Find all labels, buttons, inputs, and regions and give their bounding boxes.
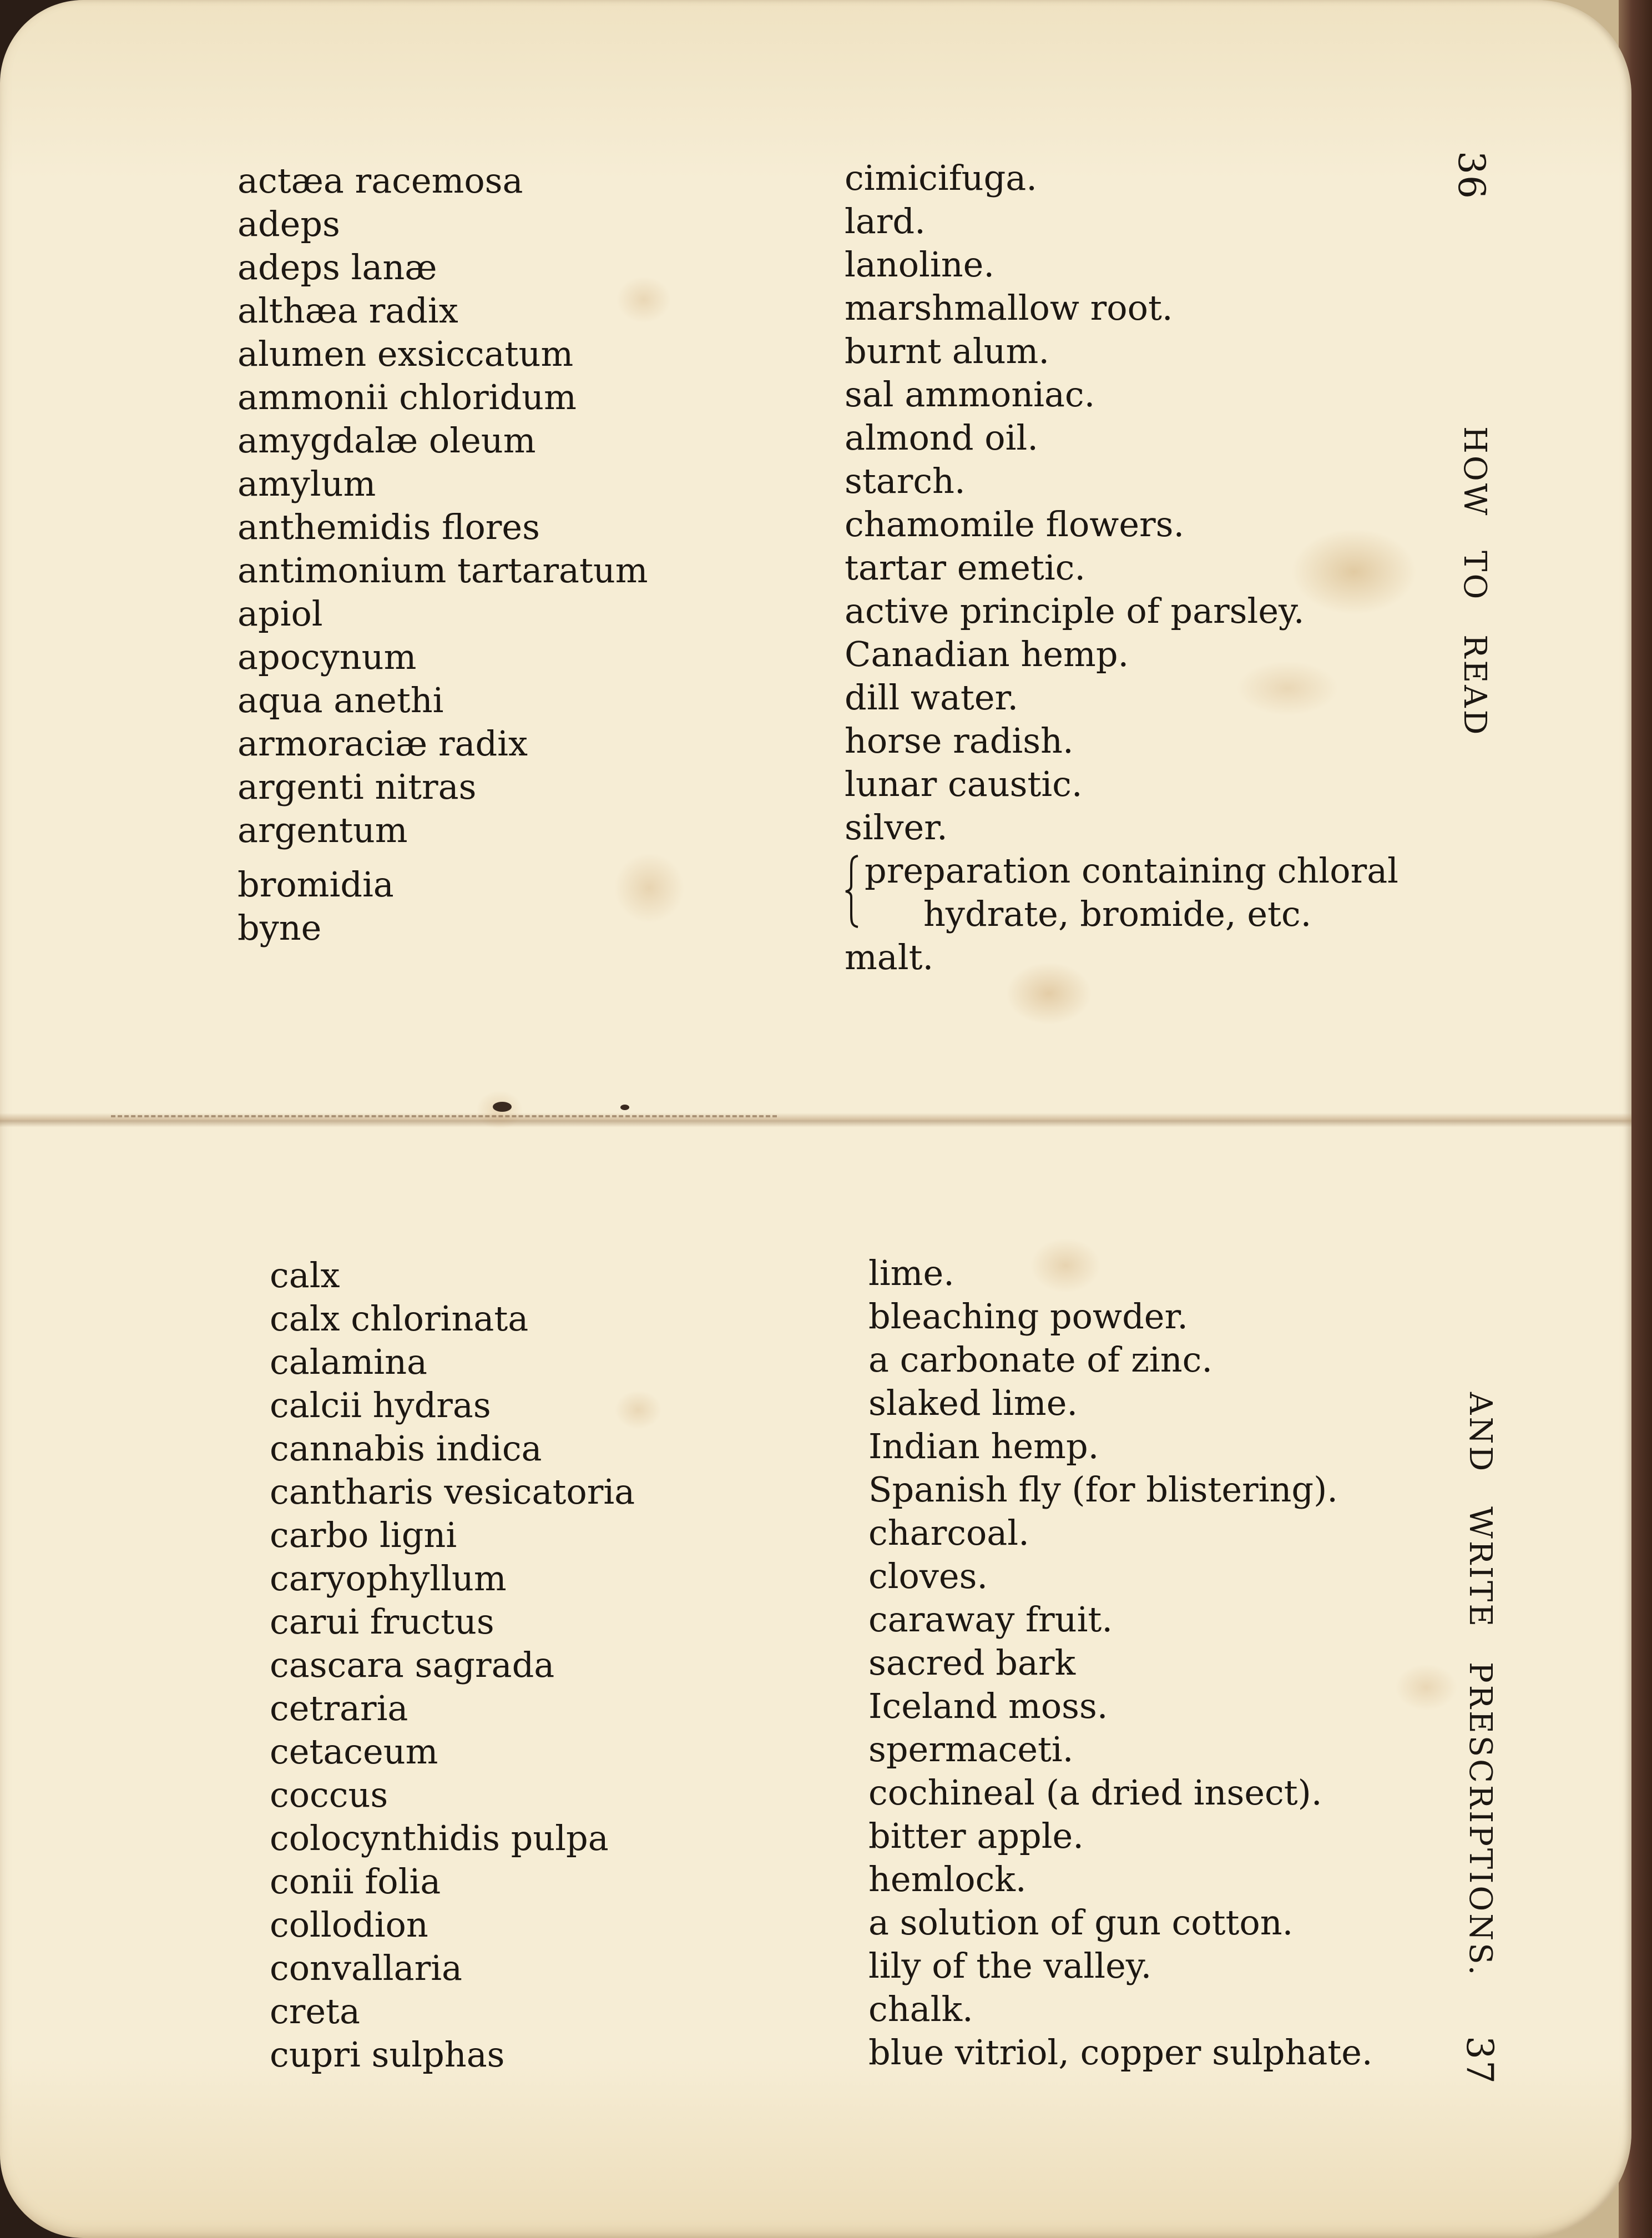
latin-term: collodion xyxy=(270,1904,428,1945)
running-head: AND WRITE PRESCRIPTIONS. xyxy=(1462,1392,1498,1978)
meaning: bleaching powder. xyxy=(868,1296,1188,1337)
latin-term: calcii hydras xyxy=(270,1385,491,1425)
meaning: blue vitriol, copper sulphate. xyxy=(868,2032,1373,2073)
meanings-column-top xyxy=(845,157,1398,979)
meaning: bitter apple. xyxy=(868,1816,1084,1856)
meaning: spermaceti. xyxy=(868,1729,1074,1770)
meaning: almond oil. xyxy=(845,417,1038,458)
latin-term: adeps xyxy=(238,204,340,244)
latin-term: cupri sulphas xyxy=(270,2034,505,2075)
meaning: sal ammoniac. xyxy=(845,374,1095,415)
meaning: slaked lime. xyxy=(868,1383,1078,1423)
latin-term: anthemidis flores xyxy=(238,507,540,547)
latin-term: conii folia xyxy=(270,1861,441,1902)
meaning: cochineal (a dried insect). xyxy=(868,1772,1322,1813)
meaning: cloves. xyxy=(868,1556,988,1596)
latin-term: cannabis indica xyxy=(270,1428,542,1469)
latin-term: argentum xyxy=(238,810,408,850)
latin-term: carbo ligni xyxy=(270,1515,457,1555)
meaning: lanoline. xyxy=(845,244,995,285)
meaning: charcoal. xyxy=(868,1513,1029,1553)
latin-term: amygdalæ oleum xyxy=(238,420,536,461)
meaning: hemlock. xyxy=(868,1859,1027,1899)
latin-term: calx chlorinata xyxy=(270,1298,529,1339)
latin-term: cetaceum xyxy=(270,1731,438,1772)
latin-terms-column-bottom xyxy=(270,1254,635,2076)
latin-term: antimonium tartaratum xyxy=(238,550,648,591)
latin-term: carui fructus xyxy=(270,1601,494,1642)
curly-brace-icon xyxy=(845,854,860,929)
latin-term: argenti nitras xyxy=(238,767,477,807)
page-number: 37 xyxy=(1458,2036,1501,2085)
page-number: 36 xyxy=(1450,151,1493,200)
meaning: horse radish. xyxy=(845,720,1074,761)
latin-term: ammonii chloridum xyxy=(238,377,577,417)
meaning: sacred bark xyxy=(868,1642,1076,1683)
latin-term: cascara sagrada xyxy=(270,1645,555,1685)
meaning: lily of the valley. xyxy=(868,1945,1152,1986)
meaning-line: preparation containing chloral xyxy=(865,850,1398,891)
meaning: cimicifuga. xyxy=(845,158,1037,198)
ink-blot xyxy=(620,1105,629,1110)
latin-terms-column-top xyxy=(238,159,648,948)
meaning-line: hydrate, bromide, etc. xyxy=(923,894,1312,934)
latin-term: caryophyllum xyxy=(270,1558,507,1599)
meaning: lime. xyxy=(868,1253,954,1293)
latin-term: apocynum xyxy=(238,637,417,677)
latin-term: cantharis vesicatoria xyxy=(270,1471,635,1512)
meaning: lunar caustic. xyxy=(845,764,1083,804)
meaning: malt. xyxy=(845,937,934,977)
meaning: active principle of parsley. xyxy=(845,591,1305,631)
meaning: a solution of gun cotton. xyxy=(868,1902,1294,1943)
meaning: tartar emetic. xyxy=(845,547,1086,588)
latin-term: armoraciæ radix xyxy=(238,723,528,764)
latin-term: calx xyxy=(270,1255,340,1296)
latin-term: calamina xyxy=(270,1342,427,1382)
meaning: lard. xyxy=(845,201,926,241)
latin-term: colocynthidis pulpa xyxy=(270,1818,609,1858)
fold-perforation xyxy=(111,1115,777,1126)
latin-term: coccus xyxy=(270,1775,388,1815)
latin-term: althæa radix xyxy=(238,290,458,331)
meaning: Canadian hemp. xyxy=(845,634,1129,674)
meaning: caraway fruit. xyxy=(868,1599,1113,1640)
running-head: HOW TO READ xyxy=(1457,426,1493,737)
bromidia-meaning xyxy=(845,849,1398,936)
meaning: starch. xyxy=(845,461,966,501)
ink-blot xyxy=(493,1102,512,1112)
latin-term: cetraria xyxy=(270,1688,408,1728)
meaning: Spanish fly (for blistering). xyxy=(868,1469,1338,1510)
latin-term: convallaria xyxy=(270,1948,463,1988)
latin-term: adeps lanæ xyxy=(238,247,437,288)
latin-term: amylum xyxy=(238,463,376,504)
meaning: silver. xyxy=(845,807,948,848)
meaning: burnt alum. xyxy=(845,331,1050,371)
latin-term: aqua anethi xyxy=(238,680,444,720)
meaning: Indian hemp. xyxy=(868,1426,1099,1466)
meaning: chamomile flowers. xyxy=(845,504,1185,545)
latin-term: alumen exsiccatum xyxy=(238,334,574,374)
meaning: dill water. xyxy=(845,677,1019,718)
latin-term: creta xyxy=(270,1991,360,2032)
meaning: marshmallow root. xyxy=(845,288,1173,328)
latin-term: bromidia xyxy=(238,864,394,905)
latin-term: byne xyxy=(238,908,322,948)
meaning: Iceland moss. xyxy=(868,1686,1108,1726)
latin-term: apiol xyxy=(238,593,323,634)
meaning: chalk. xyxy=(868,1989,973,2029)
meaning: a carbonate of zinc. xyxy=(868,1339,1213,1380)
latin-term: actæa racemosa xyxy=(238,160,523,201)
meanings-column-bottom xyxy=(868,1252,1373,2074)
